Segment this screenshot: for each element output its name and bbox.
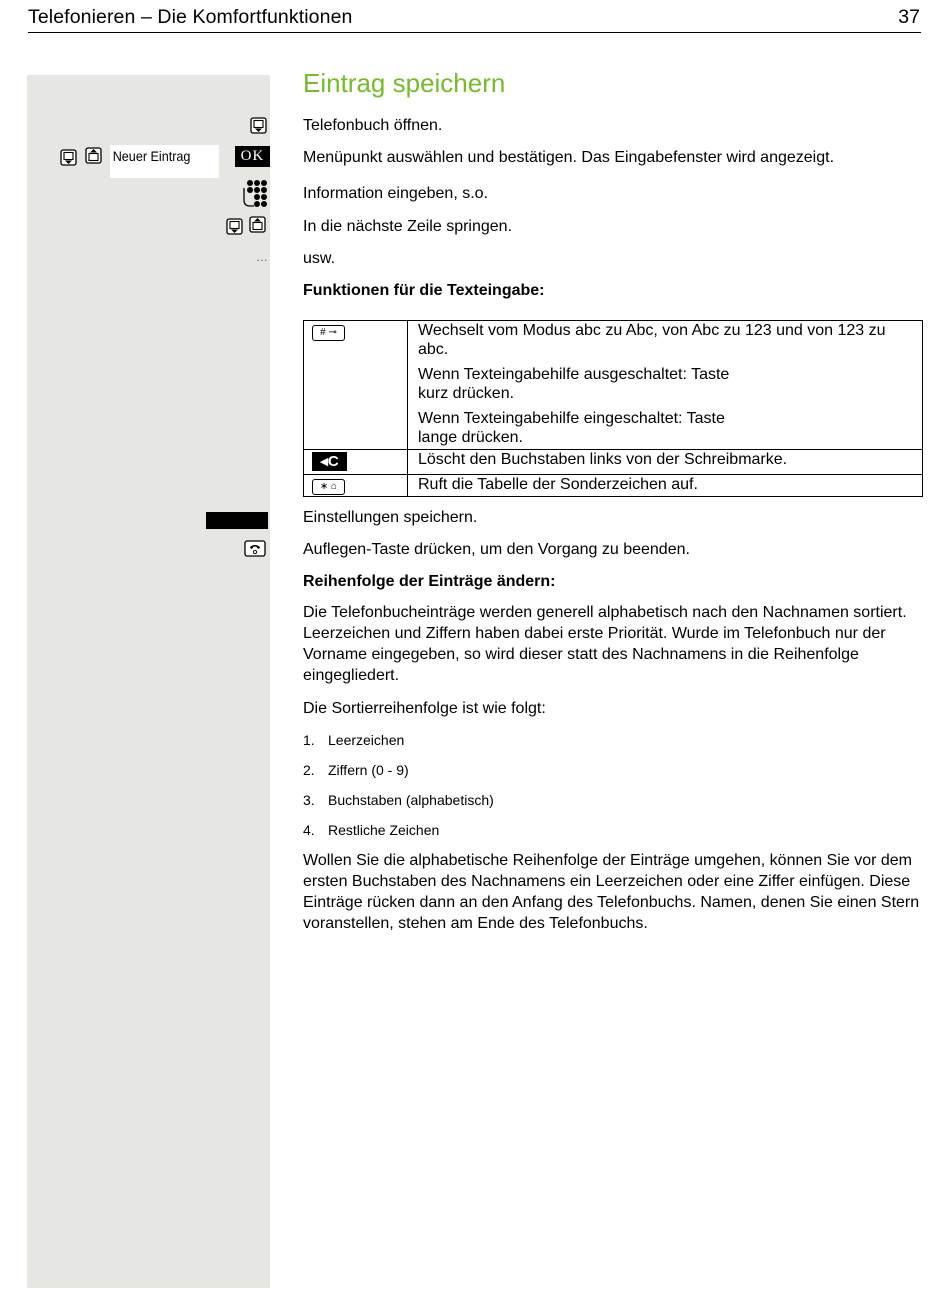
key-cell (304, 475, 408, 497)
table-row (304, 321, 923, 450)
list-text: Ziffern (0 - 9) (328, 762, 409, 778)
nav-up-icon (249, 216, 266, 233)
keypad-icon (240, 178, 268, 208)
list-number: 1. (303, 732, 315, 748)
description-cell (408, 475, 923, 497)
sort-order-intro: Die Sortierreihenfolge ist wie folgt: (303, 700, 546, 717)
list-text: Buchstaben (alphabetisch) (328, 792, 494, 808)
nav-up-icon (85, 147, 102, 164)
list-item (303, 791, 494, 809)
step-text: usw. (303, 250, 336, 267)
list-number: 2. (303, 762, 315, 778)
nav-down-icon (250, 117, 267, 134)
description-text: Ruft die Tabelle der Sonderzeichen auf. (418, 476, 698, 493)
running-header-title: Telefonieren – Die Komfortfunktionen (28, 6, 353, 28)
section-title: Eintrag speichern (303, 68, 506, 98)
table-row (304, 450, 923, 475)
description-text: Löscht den Buchstaben links von der Schreibmarke. (418, 451, 788, 468)
key-cell (304, 321, 408, 450)
step-text: Auflegen-Taste drücken, um den Vorgang zu beenden. (303, 541, 690, 558)
description-text: Wenn Texteingabehilfe ausgeschaltet: Taste kurz drücken. (418, 366, 730, 402)
header-divider (28, 32, 921, 33)
delete-key-icon: ◂C (312, 452, 347, 471)
description-text: Wechselt vom Modus abc zu Abc, von Abc zu 123 und von 123 zu abc. (418, 322, 886, 358)
table-row (304, 475, 923, 497)
list-number: 3. (303, 792, 315, 808)
step-text: Telefonbuch öffnen. (303, 117, 443, 134)
list-item (303, 761, 409, 779)
list-item (303, 821, 439, 839)
step-text: In die nächste Zeile springen. (303, 218, 513, 235)
ok-key: OK (235, 146, 270, 167)
softkey-save-bar (206, 512, 268, 529)
nav-down-icon (60, 149, 77, 166)
description-cell (408, 450, 923, 475)
display-entry-label: Neuer Eintrag (110, 145, 219, 178)
list-text: Leerzeichen (328, 732, 405, 748)
page-number: 37 (898, 6, 920, 28)
margin-column (27, 75, 270, 1288)
list-item (303, 731, 404, 749)
list-text: Restliche Zeichen (328, 822, 440, 838)
description-cell (408, 321, 923, 450)
star-key-icon: ∗ ⌂ (312, 479, 345, 495)
key-cell (304, 450, 408, 475)
ellipsis: … (256, 250, 268, 264)
sort-heading: Reihenfolge der Einträge ändern: (303, 573, 556, 590)
step-text: Information eingeben, s.o. (303, 185, 489, 202)
hash-key-icon: # ⊸ (312, 325, 345, 341)
end-call-icon (244, 540, 266, 557)
functions-heading: Funktionen für die Texteingabe: (303, 282, 545, 299)
nav-down-icon (226, 218, 243, 235)
step-text: Einstellungen speichern. (303, 509, 478, 526)
sort-paragraph: Die Telefonbucheinträge werden generell alphabetisch nach den Nachnamen sortiert. Leerzeichen und Ziffern haben dabei erste Priorität. Wurde im Telefonbuch nur der Vorname eingegeben, so wird dieser statt des Nachnamens in die Reihenfolge eingegliedert. (303, 604, 907, 684)
list-number: 4. (303, 822, 315, 838)
description-text: Wenn Texteingabehilfe eingeschaltet: Taste lange drücken. (418, 410, 725, 446)
closing-paragraph: Wollen Sie die alphabetische Reihenfolge der Einträge umgehen, können Sie vor dem ersten Buchstaben des Nachnamens ein Leerzeichen oder eine Ziffer einfügen. Diese Einträge rücken dann an den Anfang des Telefonbuchs. Namen, denen Sie einen Stern voranstellen, stehen am Ende des Telefonbuchs. (303, 852, 920, 932)
text-input-functions-table (303, 320, 923, 497)
step-text: Menüpunkt auswählen und bestätigen. Das Eingabefenster wird angezeigt. (303, 149, 835, 166)
